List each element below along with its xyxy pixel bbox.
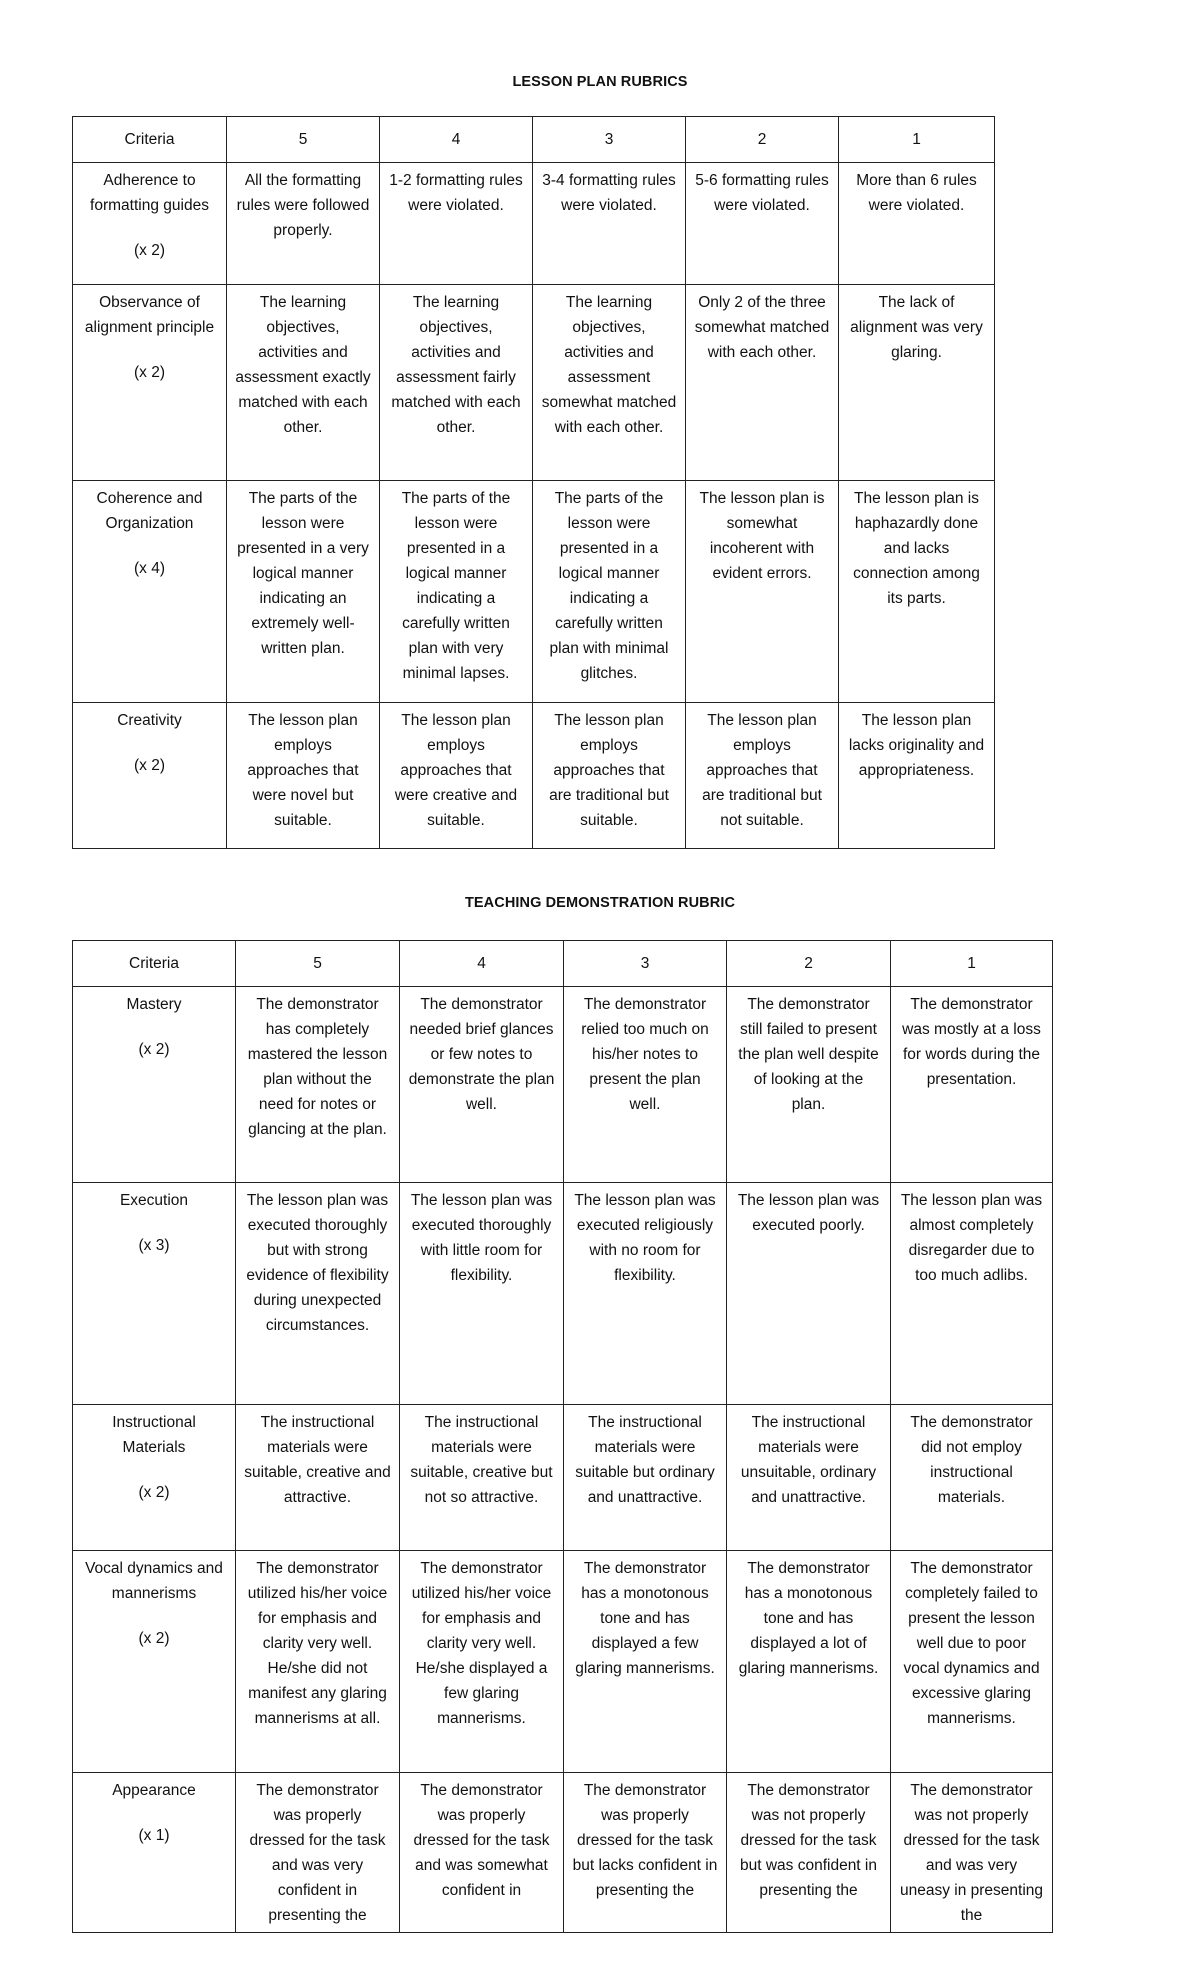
score-3-cell: The demonstrator relied too much on his/her notes to present the plan well. xyxy=(564,987,727,1183)
criterion-multiplier: (x 2) xyxy=(134,364,165,381)
criterion-cell xyxy=(73,481,227,703)
score-4-cell: The demonstrator needed brief glances or few notes to demonstrate the plan well. xyxy=(400,987,564,1183)
score-1-cell: The lesson plan lacks originality and appropriateness. xyxy=(839,703,995,849)
table-row xyxy=(73,1183,1053,1405)
score-3-cell: 3-4 formatting rules were violated. xyxy=(533,163,686,285)
score-1-cell: The demonstrator did not employ instructional materials. xyxy=(891,1405,1053,1551)
score-3-cell: The demonstrator has a monotonous tone and has displayed a few glaring mannerisms. xyxy=(564,1551,727,1773)
teaching-demo-rubric-title: TEACHING DEMONSTRATION RUBRIC xyxy=(464,895,736,911)
criterion-cell xyxy=(73,163,227,285)
score-4-cell: The lesson plan employs approaches that were creative and suitable. xyxy=(380,703,533,849)
score-5-cell: The learning objectives, activities and assessment exactly matched with each other. xyxy=(227,285,380,481)
criterion-multiplier: (x 2) xyxy=(138,1041,170,1058)
criterion-multiplier: (x 2) xyxy=(134,757,165,774)
table-row xyxy=(73,1551,1053,1773)
criterion-multiplier: (x 2) xyxy=(138,1484,170,1501)
score-5-cell: The demonstrator utilized his/her voice for emphasis and clarity very well. He/she did not manifest any glaring mannerisms at all. xyxy=(236,1551,400,1773)
criterion-multiplier: (x 1) xyxy=(138,1827,170,1844)
table-row xyxy=(73,703,995,849)
criterion-name: Vocal dynamics and mannerisms xyxy=(85,1560,223,1602)
score-2-cell: 5-6 formatting rules were violated. xyxy=(686,163,839,285)
score-5-cell: All the formatting rules were followed properly. xyxy=(227,163,380,285)
score-4-cell: The lesson plan was executed thoroughly with little room for flexibility. xyxy=(400,1183,564,1405)
criterion-name: Mastery xyxy=(126,996,182,1013)
table-row xyxy=(73,481,995,703)
score-1-cell: The lesson plan was almost completely disregarder due to too much adlibs. xyxy=(891,1183,1053,1405)
criterion-name: Instructional Materials xyxy=(112,1414,196,1456)
score-5-cell: The instructional materials were suitable, creative and attractive. xyxy=(236,1405,400,1551)
header-score-1: 1 xyxy=(891,941,1053,987)
score-2-cell: The lesson plan is somewhat incoherent with evident errors. xyxy=(686,481,839,703)
score-5-cell: The demonstrator has completely mastered the lesson plan without the need for notes or glancing at the plan. xyxy=(236,987,400,1183)
score-3-cell: The parts of the lesson were presented in a logical manner indicating a carefully written plan with minimal glitches. xyxy=(533,481,686,703)
header-score-1: 1 xyxy=(839,117,995,163)
header-score-5: 5 xyxy=(236,941,400,987)
header-criteria: Criteria xyxy=(73,117,227,163)
score-5-cell: The parts of the lesson were presented in a very logical manner indicating an extremely well- written plan. xyxy=(227,481,380,703)
criterion-cell xyxy=(73,285,227,481)
table-row xyxy=(73,987,1053,1183)
score-2-cell: The demonstrator has a monotonous tone and has displayed a lot of glaring mannerisms. xyxy=(727,1551,891,1773)
lesson-plan-rubric-title: LESSON PLAN RUBRICS xyxy=(512,74,688,90)
criterion-multiplier: (x 3) xyxy=(138,1237,170,1254)
criterion-cell xyxy=(73,1551,236,1773)
criterion-cell xyxy=(73,987,236,1183)
score-1-cell: The demonstrator completely failed to present the lesson well due to poor vocal dynamics and excessive glaring mannerisms. xyxy=(891,1551,1053,1773)
score-3-cell: The lesson plan employs approaches that are traditional but suitable. xyxy=(533,703,686,849)
score-2-cell: Only 2 of the three somewhat matched with each other. xyxy=(686,285,839,481)
criterion-multiplier: (x 2) xyxy=(138,1630,170,1647)
score-3-cell: The instructional materials were suitable but ordinary and unattractive. xyxy=(564,1405,727,1551)
table-row xyxy=(73,1405,1053,1551)
header-score-3: 3 xyxy=(533,117,686,163)
score-1-cell: The lack of alignment was very glaring. xyxy=(839,285,995,481)
score-2-cell: The demonstrator was not properly dressed for the task but was confident in presenting the xyxy=(727,1773,891,1933)
score-3-cell: The lesson plan was executed religiously with no room for flexibility. xyxy=(564,1183,727,1405)
header-score-4: 4 xyxy=(380,117,533,163)
table-header-row xyxy=(73,941,1053,987)
table-row xyxy=(73,285,995,481)
criterion-multiplier: (x 4) xyxy=(134,560,165,577)
score-4-cell: The learning objectives, activities and assessment fairly matched with each other. xyxy=(380,285,533,481)
criterion-multiplier: (x 2) xyxy=(134,242,165,259)
table-row xyxy=(73,1773,1053,1933)
header-score-3: 3 xyxy=(564,941,727,987)
header-score-2: 2 xyxy=(727,941,891,987)
score-4-cell: The parts of the lesson were presented in a logical manner indicating a carefully written plan with very minimal lapses. xyxy=(380,481,533,703)
score-1-cell: More than 6 rules were violated. xyxy=(839,163,995,285)
criterion-cell xyxy=(73,1183,236,1405)
score-2-cell: The lesson plan employs approaches that are traditional but not suitable. xyxy=(686,703,839,849)
header-score-5: 5 xyxy=(227,117,380,163)
score-3-cell: The learning objectives, activities and assessment somewhat matched with each other. xyxy=(533,285,686,481)
score-5-cell: The demonstrator was properly dressed for the task and was very confident in presenting the xyxy=(236,1773,400,1933)
score-1-cell: The lesson plan is haphazardly done and lacks connection among its parts. xyxy=(839,481,995,703)
score-2-cell: The demonstrator still failed to present the plan well despite of looking at the plan. xyxy=(727,987,891,1183)
lesson-plan-rubric-table xyxy=(72,116,995,849)
header-score-4: 4 xyxy=(400,941,564,987)
criterion-name: Coherence and Organization xyxy=(96,490,203,532)
score-4-cell: The demonstrator utilized his/her voice for emphasis and clarity very well. He/she displayed a few glaring mannerisms. xyxy=(400,1551,564,1773)
table-header-row xyxy=(73,117,995,163)
criterion-name: Appearance xyxy=(112,1782,196,1799)
score-4-cell: The demonstrator was properly dressed for the task and was somewhat confident in xyxy=(400,1773,564,1933)
score-5-cell: The lesson plan employs approaches that were novel but suitable. xyxy=(227,703,380,849)
criterion-cell xyxy=(73,1405,236,1551)
score-2-cell: The instructional materials were unsuitable, ordinary and unattractive. xyxy=(727,1405,891,1551)
table-row xyxy=(73,163,995,285)
criterion-cell xyxy=(73,703,227,849)
score-1-cell: The demonstrator was mostly at a loss for words during the presentation. xyxy=(891,987,1053,1183)
criterion-name: Adherence to formatting guides xyxy=(90,172,209,214)
criterion-name: Observance of alignment principle xyxy=(84,294,215,336)
criterion-cell xyxy=(73,1773,236,1933)
teaching-demo-rubric-table xyxy=(72,940,1053,1933)
score-5-cell: The lesson plan was executed thoroughly but with strong evidence of flexibility during unexpected circumstances. xyxy=(236,1183,400,1405)
criterion-name: Execution xyxy=(119,1192,189,1209)
score-4-cell: The instructional materials were suitable, creative but not so attractive. xyxy=(400,1405,564,1551)
header-score-2: 2 xyxy=(686,117,839,163)
score-4-cell: 1-2 formatting rules were violated. xyxy=(380,163,533,285)
score-1-cell: The demonstrator was not properly dressed for the task and was very uneasy in presenting the xyxy=(891,1773,1053,1933)
score-3-cell: The demonstrator was properly dressed for the task but lacks confident in presenting the xyxy=(564,1773,727,1933)
score-2-cell: The lesson plan was executed poorly. xyxy=(727,1183,891,1405)
header-criteria: Criteria xyxy=(73,941,236,987)
criterion-name: Creativity xyxy=(117,712,182,729)
